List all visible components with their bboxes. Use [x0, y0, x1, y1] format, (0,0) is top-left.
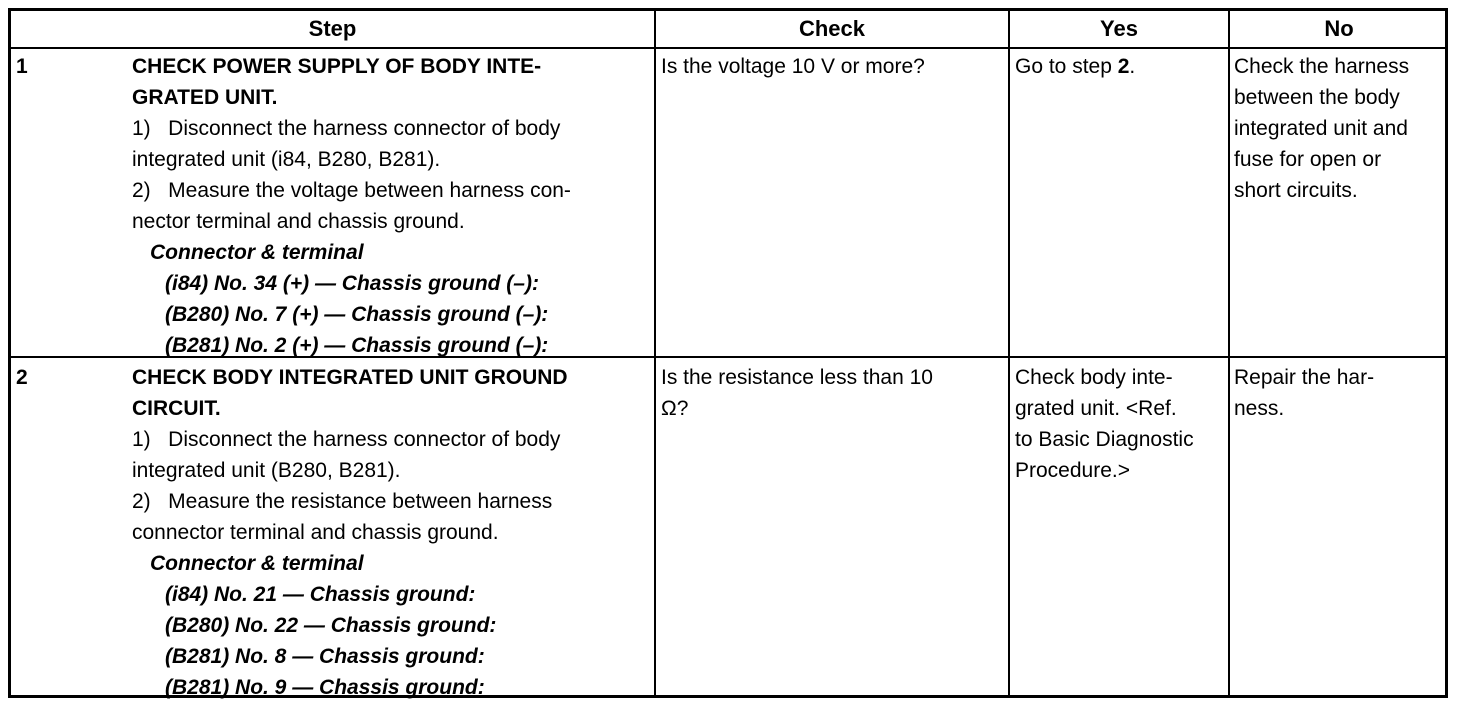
step-title-line: CHECK POWER SUPPLY OF BODY INTE-	[132, 55, 542, 78]
column-divider	[1228, 11, 1230, 695]
yes-prefix: Go to step	[1015, 55, 1118, 78]
step-description	[132, 51, 571, 361]
no-line: ness.	[1234, 397, 1285, 420]
step-instruction-line: connector terminal and chassis ground.	[132, 521, 499, 544]
yes-text	[1015, 51, 1135, 82]
check-text	[661, 362, 933, 424]
step-title-line: CIRCUIT.	[132, 397, 221, 420]
no-text	[1234, 362, 1374, 424]
header-yes: Yes	[1100, 16, 1138, 41]
yes-step-link: 2	[1117, 55, 1130, 78]
yes-line: grated unit. <Ref.	[1015, 397, 1177, 420]
connector-terminal-line: (B281) No. 9 — Chassis ground:	[165, 676, 485, 699]
connector-heading: Connector & terminal	[150, 241, 364, 264]
yes-line: Check body inte-	[1015, 366, 1173, 389]
connector-terminal-line: (B280) No. 7 (+) — Chassis ground (–):	[165, 303, 549, 326]
header-no: No	[1324, 16, 1354, 41]
header-divider	[11, 47, 1445, 49]
yes-text	[1015, 362, 1194, 486]
yes-suffix: .	[1129, 55, 1136, 78]
no-line: short circuits.	[1234, 179, 1358, 202]
step-instruction-line: integrated unit (B280, B281).	[132, 459, 401, 482]
step-number: 1	[16, 55, 28, 78]
step-instruction-line: integrated unit (i84, B280, B281).	[132, 148, 441, 171]
step-description	[132, 362, 568, 703]
no-line: Repair the har-	[1234, 366, 1375, 389]
column-divider	[1008, 11, 1010, 695]
check-line: Is the voltage 10 V or more?	[661, 55, 925, 78]
step-title-line: CHECK BODY INTEGRATED UNIT GROUND	[132, 366, 568, 389]
step-instruction-line: 2) Measure the voltage between harness con-	[132, 179, 571, 202]
no-line: between the body	[1234, 86, 1400, 109]
step-instruction-line: 2) Measure the resistance between harness	[132, 490, 553, 513]
check-line: Is the resistance less than 10	[661, 366, 933, 389]
header-step: Step	[308, 16, 357, 41]
connector-terminal-line: (i84) No. 34 (+) — Chassis ground (–):	[165, 272, 539, 295]
column-divider	[654, 11, 656, 695]
check-text	[661, 51, 925, 82]
connector-heading: Connector & terminal	[150, 552, 364, 575]
no-line: Check the harness	[1234, 55, 1410, 78]
connector-terminal-line: (i84) No. 21 — Chassis ground:	[165, 583, 476, 606]
header-check: Check	[798, 16, 866, 41]
connector-terminal-line: (B281) No. 8 — Chassis ground:	[165, 645, 485, 668]
connector-terminal-line: (B281) No. 2 (+) — Chassis ground (–):	[165, 334, 549, 357]
step-instruction-line: nector terminal and chassis ground.	[132, 210, 465, 233]
step-instruction-line: 1) Disconnect the harness connector of body	[132, 117, 561, 140]
yes-line: Procedure.>	[1015, 459, 1130, 482]
step-number: 2	[16, 366, 28, 389]
yes-line: to Basic Diagnostic	[1015, 428, 1194, 451]
check-line: Ω?	[661, 397, 689, 420]
step-title-line: GRATED UNIT.	[132, 86, 278, 109]
step-instruction-line: 1) Disconnect the harness connector of body	[132, 428, 561, 451]
no-line: integrated unit and	[1234, 117, 1408, 140]
diagnostic-table	[8, 8, 1448, 698]
no-line: fuse for open or	[1234, 148, 1382, 171]
connector-terminal-line: (B280) No. 22 — Chassis ground:	[165, 614, 497, 637]
no-text	[1234, 51, 1409, 206]
